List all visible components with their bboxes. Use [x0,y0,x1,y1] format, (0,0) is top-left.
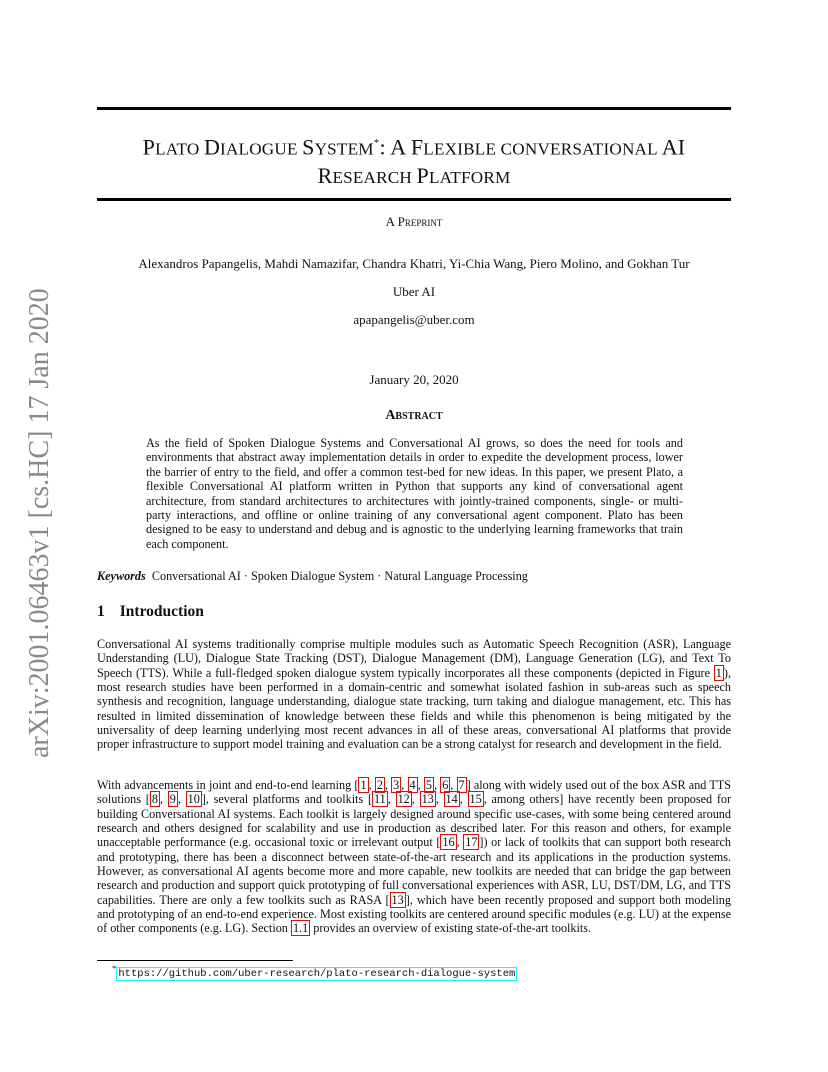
citation-link[interactable]: 9 [169,792,176,807]
repository-url-link[interactable]: https://github.com/uber-research/plato-research-dialogue-system [118,967,516,980]
author-email: apapangelis@uber.com [353,312,475,327]
section-ref-link[interactable]: 1.1 [292,921,309,936]
footnote [112,963,517,980]
preprint-label: A Preprint [385,214,443,229]
citation-link[interactable]: 4 [409,778,416,792]
section-heading [97,603,204,621]
citation-link[interactable]: 14 [445,792,458,807]
citation-link[interactable]: 12 [397,792,410,807]
abstract-heading: Abstract [385,408,443,423]
citation-link[interactable]: 15 [469,792,482,807]
paper-date: January 20, 2020 [369,372,459,387]
citation-link[interactable]: 17 [465,835,478,850]
citation-link[interactable]: 13 [391,892,404,907]
footnote-mark: * [112,963,117,973]
citation-link[interactable]: 16 [442,835,455,850]
citation-link[interactable]: 6 [442,778,449,792]
title-footnote-mark[interactable]: * [373,137,380,149]
footnote-rule [97,960,293,961]
citation-link[interactable]: 7 [458,778,465,792]
figure-ref-link[interactable]: 1 [715,665,722,680]
keywords-label: Keywords [97,569,146,583]
citation-link[interactable]: 8 [151,792,158,807]
citation-link[interactable]: 11 [374,792,386,807]
section-title: Introduction [119,603,204,620]
intro-paragraph-2: With advancements in joint and end-to-end learning [ 1 , 2 , 3 , 4 , 5 , 6 , 7 ] along with widely used out of the box ASR and TTS solutions [ 8 , 9 , 10 ], several platforms and toolkits [ 11 , 12 , 13 , 14 , 15 , among others] have recently been proposed for building Conversational AI systems. Each toolkit is largely designed around specific use-cases, with some being centered around research and others designed for scalability and use in production as described later. For this reason and others, for example unacceptable performance (e.g. occasional toxic or irrelevant output [ 16 , 17 ]) or lack of toolkits that can support both research and prototyping, there has been a disconnect between state-of-the-art research and its applications in the production systems. However, as conversational AI agents become more and more capable, new toolkits are needed that can bridge the gap between research and production and support quick prototyping of full conversational experiences with ASR, LU, DST/DM, LG, and TTS capabilities. There are only a few toolkits such as RASA [ 13 ], which have been recently proposed and support both modeling and prototyping of an end-to-end experience. Most existing toolkits are centered around specific modules (e.g. LU) at the expense of other components (e.g. LG). Section 1.1 provides an overview of existing state-of-the-art toolkits. [97,778,732,936]
title-bottom-rule [97,198,731,201]
arxiv-identifier: arXiv:2001.06463v1 [cs.HC] 17 Jan 2020 [24,288,55,758]
intro-paragraph-1: Conversational AI systems traditionally comprise multiple modules such as Automatic Speech Recognition (ASR), Language Understanding (LU), Dialogue State Tracking (DST), Dialogue Management (DM), Language Generation (LG), and Text To Speech (TTS). While a full-fledged spoken dialogue system typically incorporates all these components (depicted in Figure 1 ), most research studies have been performed in a domain-centric and somewhat isolated fashion in sub-areas such as speech synthesis and recognition, language understanding, dialogue state tracking, turn taking and dialogue management, etc. This has resulted in limited dissemination of knowledge between these fields and while this phenomenon is being mitigated by the universality of deep learning underlying most recent advances in all of these areas, conversational AI platforms that provide proper infrastructure to support model training and evaluation can be a strong catalyst for research and development in the field. [97,637,731,752]
citation-link[interactable]: 13 [421,792,434,807]
section-number: 1 [97,603,105,620]
affiliation: Uber AI [392,284,436,299]
citation-link[interactable]: 5 [425,778,432,792]
citation-link[interactable]: 1 [360,778,367,792]
keywords-list: Conversational AI · Spoken Dialogue System · Natural Language Processing [151,569,528,583]
paper-title: PLATO DIALOGUE SYSTEM*: A FLEXIBLE CONVERSATIONAL AI RESEARCH PLATFORM [142,134,686,189]
citation-link[interactable]: 2 [376,778,383,792]
author-list: Alexandros Papangelis, Mahdi Namazifar, Chandra Khatri, Yi-Chia Wang, Piero Molino, and Gokhan Tur [138,256,690,271]
citation-link[interactable]: 3 [393,778,400,792]
citation-link[interactable]: 10 [187,792,200,807]
keywords-line [97,569,528,584]
abstract-body: As the field of Spoken Dialogue Systems and Conversational AI grows, so does the need for tools and environments that abstract away implementation details in order to expedite the development process, lower the barrier of entry to the field, and offer a common test-bed for new ideas. In this paper, we present Plato, a flexible Conversational AI platform written in Python that supports any kind of conversational agent architecture, from standard architectures to architectures with jointly-trained components, single- or multi-party interactions, and offline or online training of any conversational agent component. Plato has been designed to be easy to understand and debug and is agnostic to the underlying learning frameworks that train each component. [146,436,683,551]
title-top-rule [97,107,731,110]
